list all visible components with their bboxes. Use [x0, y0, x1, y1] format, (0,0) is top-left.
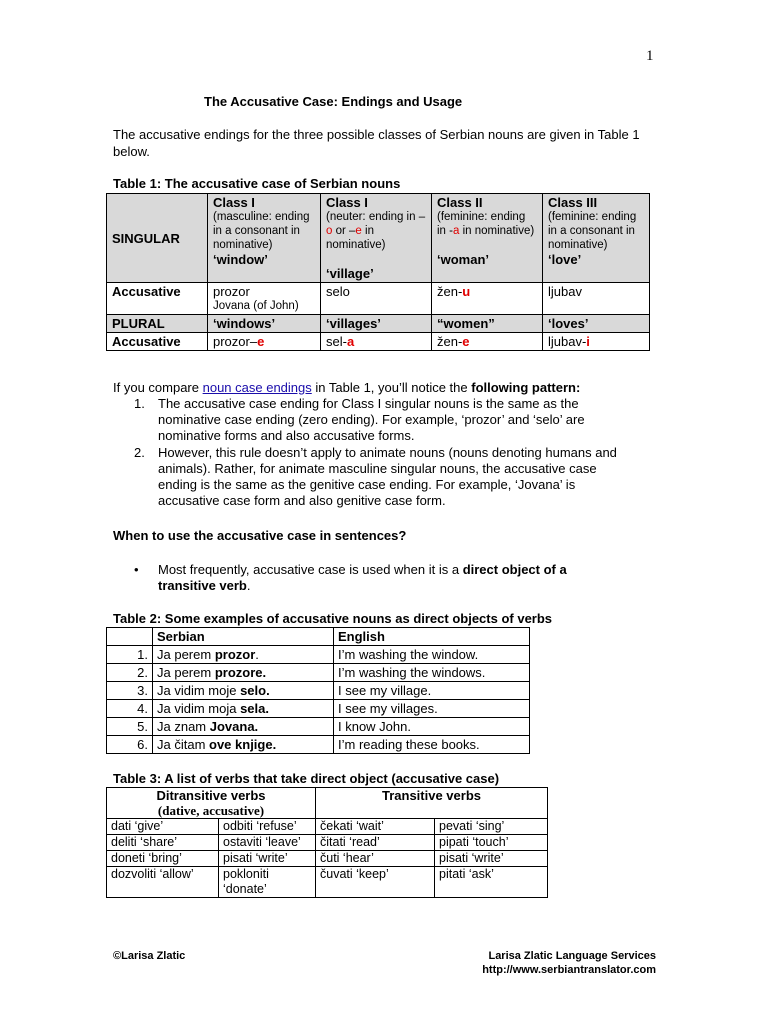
- compare-paragraph: If you compare noun case endings in Table 1, you’ll notice the following pattern:: [113, 380, 581, 395]
- table-row: 1. Ja perem prozor. I’m washing the window.: [107, 646, 530, 664]
- section-heading: When to use the accusative case in sentences?: [113, 528, 407, 543]
- list-item: 1. The accusative case ending for Class I singular nouns is the same as the nominative case ending (zero ending). For example, ‘prozor’ and ‘selo’ are nominative forms and also accusative forms.: [134, 396, 585, 443]
- direct-object-examples-table: [106, 627, 530, 754]
- table-cell: prozor–e: [208, 333, 321, 351]
- table-cell: “women”: [432, 315, 543, 333]
- class2-header: Class II (feminine: ending in -a in nominative) ‘woman’: [432, 194, 543, 283]
- accusative-label: Accusative: [107, 333, 208, 351]
- class1-masc-header: Class I (masculine: ending in a consonant in nominative) ‘window’: [208, 194, 321, 283]
- verbs-table: [106, 787, 548, 898]
- table-row: dati ‘give’ odbiti ‘refuse’ čekati ‘wait’ pevati ‘sing’: [107, 819, 548, 835]
- table-row: 3. Ja vidim moje selo. I see my village.: [107, 682, 530, 700]
- table-row: [107, 283, 650, 315]
- intro-paragraph: The accusative endings for the three possible classes of Serbian nouns are given in Table 1 below.: [113, 127, 640, 159]
- table-header-row: [107, 788, 548, 819]
- table-row: 4. Ja vidim moja sela. I see my villages.: [107, 700, 530, 718]
- table-cell: ljubav-i: [543, 333, 650, 351]
- footer-copyright: ©Larisa Zlatic: [113, 950, 186, 962]
- table-cell: ljubav: [543, 283, 650, 315]
- accusative-endings-table: [106, 193, 650, 351]
- transitive-header: Transitive verbs: [316, 788, 548, 819]
- table-row: [107, 333, 650, 351]
- table-row: doneti ‘bring’ pisati ‘write’ čuti ‘hear’ pisati ‘write’: [107, 851, 548, 867]
- table-cell: sel-a: [321, 333, 432, 351]
- footer-url[interactable]: http://www.serbiantranslator.com: [482, 964, 656, 976]
- table-cell: ‘loves’: [543, 315, 650, 333]
- singular-label: SINGULAR: [107, 194, 208, 283]
- table3-caption: Table 3: A list of verbs that take direct object (accusative case): [113, 771, 500, 786]
- page-title: The Accusative Case: Endings and Usage: [204, 94, 463, 109]
- table-cell: žen-e: [432, 333, 543, 351]
- serbian-header: Serbian: [153, 628, 334, 646]
- table-row: 6. Ja čitam ove knjige. I’m reading these books.: [107, 736, 530, 754]
- bullet-icon: •: [134, 562, 139, 577]
- table-row: dozvoliti ‘allow’ pokloniti ‘donate’ čuvati ‘keep’ pitati ‘ask’: [107, 867, 548, 898]
- table-cell: ‘windows’: [208, 315, 321, 333]
- bullet-item: • Most frequently, accusative case is used when it is a direct object of a transitive verb.: [134, 562, 567, 593]
- class1-neut-header: Class I (neuter: ending in –o or –e in nominative) ‘village’: [321, 194, 432, 283]
- list-item: 2. However, this rule doesn’t apply to animate nouns (nouns denoting humans and animals). Rather, for animate masculine singular nouns, the accusative case ending is the same as the genitive case ending. For example, ‘Jovana’ is accusative case form and also genitive case form.: [134, 445, 617, 508]
- noun-case-endings-link[interactable]: noun case endings: [202, 380, 312, 395]
- table-row: 5. Ja znam Jovana. I know John.: [107, 718, 530, 736]
- table-header-row: [107, 628, 530, 646]
- table-row: deliti ‘share’ ostaviti ‘leave’ čitati ‘read’ pipati ‘touch’: [107, 835, 548, 851]
- table-row: [107, 194, 650, 283]
- accusative-label: Accusative: [107, 283, 208, 315]
- plural-label: PLURAL: [107, 315, 208, 333]
- page-number: 1: [646, 48, 654, 64]
- ditransitive-header: Ditransitive verbs (dative, accusative): [107, 788, 316, 819]
- class3-header: Class III (feminine: ending in a consonant in nominative) ‘love’: [543, 194, 650, 283]
- table-cell: selo: [321, 283, 432, 315]
- table-cell: žen-u: [432, 283, 543, 315]
- table1-caption: Table 1: The accusative case of Serbian nouns: [113, 176, 401, 191]
- table-row: [107, 315, 650, 333]
- table2-caption: Table 2: Some examples of accusative nouns as direct objects of verbs: [113, 611, 553, 626]
- table-cell: prozor Jovana (of John): [208, 283, 321, 315]
- footer-company: Larisa Zlatic Language Services: [488, 950, 656, 962]
- english-header: English: [334, 628, 530, 646]
- table-cell: ‘villages’: [321, 315, 432, 333]
- table-row: 2. Ja perem prozore. I’m washing the windows.: [107, 664, 530, 682]
